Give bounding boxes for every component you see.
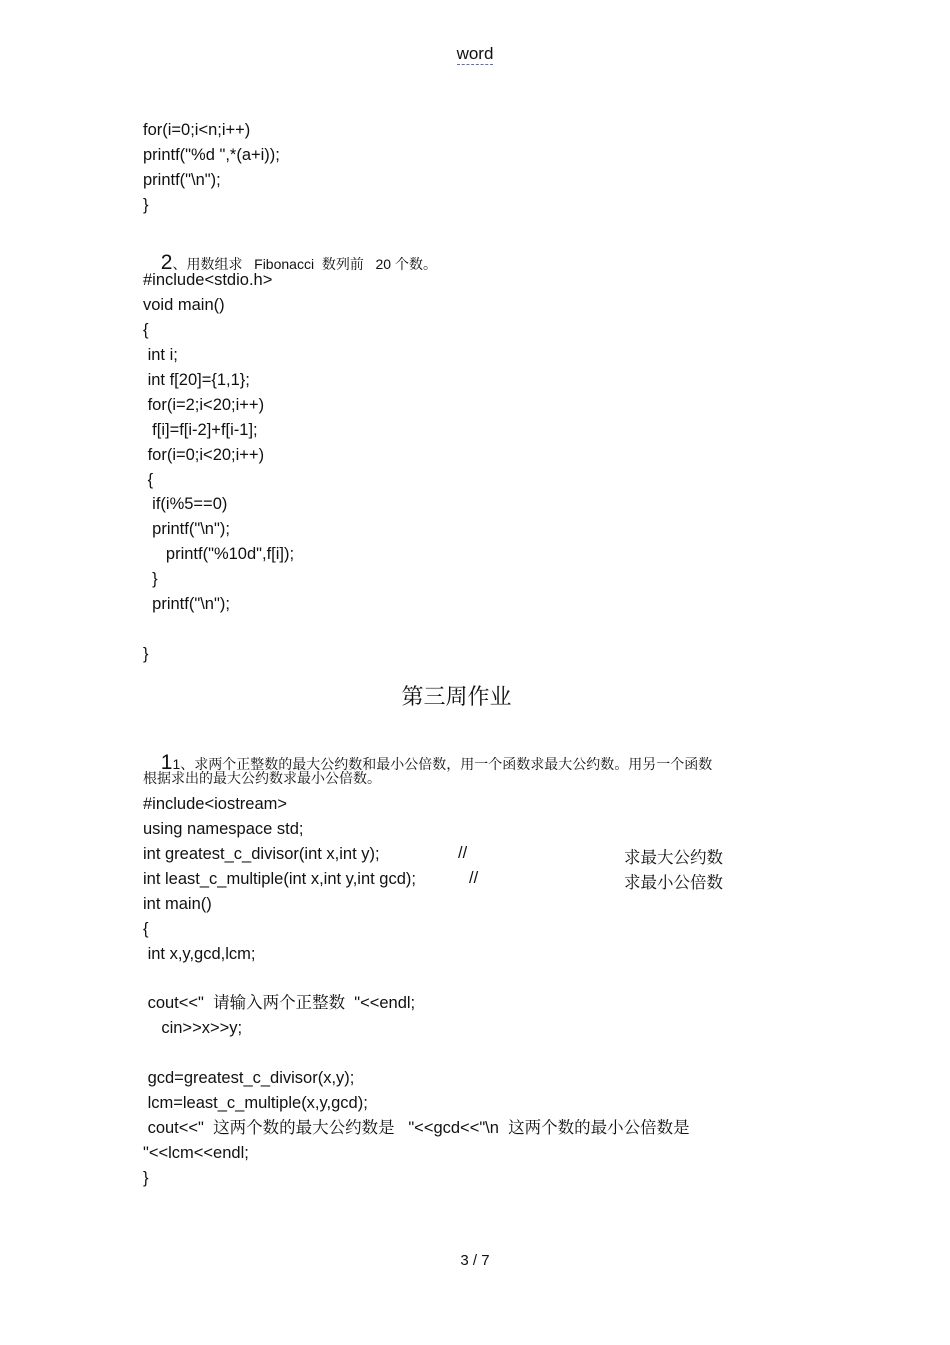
code-line: for(i=0;i<20;i++) xyxy=(143,446,265,464)
question-text-line-2: 根据求出的最大公约数求最小公倍数。 xyxy=(143,770,381,786)
code-line: printf("%d ",*(a+i)); xyxy=(143,146,280,164)
code-line: using namespace std; xyxy=(143,820,304,838)
code-line: printf("\n"); xyxy=(143,171,221,189)
comment-slashes: // xyxy=(458,844,468,862)
code-line: lcm=least_c_multiple(x,y,gcd); xyxy=(143,1094,368,1112)
section-title: 第三周作业 xyxy=(401,685,512,710)
code-line: { xyxy=(143,321,149,339)
code-line: { xyxy=(143,471,154,489)
code-line: void main() xyxy=(143,296,225,314)
code-line: "<<lcm<<endl; xyxy=(143,1144,249,1162)
page-header xyxy=(0,44,950,64)
code-line: for(i=2;i<20;i++) xyxy=(143,396,265,414)
code-line: cin>>x>>y; xyxy=(143,1019,243,1037)
code-line: } xyxy=(143,570,158,588)
code-line: int f[20]={1,1}; xyxy=(143,371,250,389)
code-line: if(i%5==0) xyxy=(143,495,228,513)
code-line: printf("\n"); xyxy=(143,595,230,613)
code-line: int least_c_multiple(int x,int y,int gcd); xyxy=(143,870,416,888)
code-line: { xyxy=(143,920,149,938)
code-line: int main() xyxy=(143,895,212,913)
comment-slashes: // xyxy=(469,869,479,887)
code-line: cout<<" 请输入两个正整数 "<<endl; xyxy=(143,994,416,1012)
code-line: int greatest_c_divisor(int x,int y); xyxy=(143,845,380,863)
code-line: for(i=0;i<n;i++) xyxy=(143,121,251,139)
code-line: #include<iostream> xyxy=(143,795,288,813)
code-line: int x,y,gcd,lcm; xyxy=(143,945,256,963)
code-line: } xyxy=(143,196,149,214)
code-line: cout<<" 这两个数的最大公约数是 "<<gcd<<"\n 这两个数的最小公倍数是 xyxy=(143,1119,690,1137)
code-line: } xyxy=(143,645,149,663)
code-line: gcd=greatest_c_divisor(x,y); xyxy=(143,1069,355,1087)
question-text: 1、求两个正整数的最大公约数和最小公倍数，用一个函数求最大公约数。用另一个函数 xyxy=(172,756,713,772)
question-number: 1 xyxy=(160,751,173,774)
comment-text: 求最大公约数 xyxy=(624,849,723,867)
header-title: word xyxy=(456,44,494,63)
code-line: int i; xyxy=(143,346,178,364)
comment-text: 求最小公倍数 xyxy=(624,874,723,892)
code-line: printf("\n"); xyxy=(143,520,230,538)
code-line: #include<stdio.h> xyxy=(143,271,273,289)
code-line: printf("%10d",f[i]); xyxy=(143,545,295,563)
code-line: f[i]=f[i-2]+f[i-1]; xyxy=(143,421,258,439)
question-text: 、用数组求 Fibonacci 数列前 20 个数。 xyxy=(172,256,437,272)
code-line: } xyxy=(143,1169,149,1187)
page-number: 3 / 7 xyxy=(460,1252,490,1269)
question-number: 2 xyxy=(160,251,173,274)
